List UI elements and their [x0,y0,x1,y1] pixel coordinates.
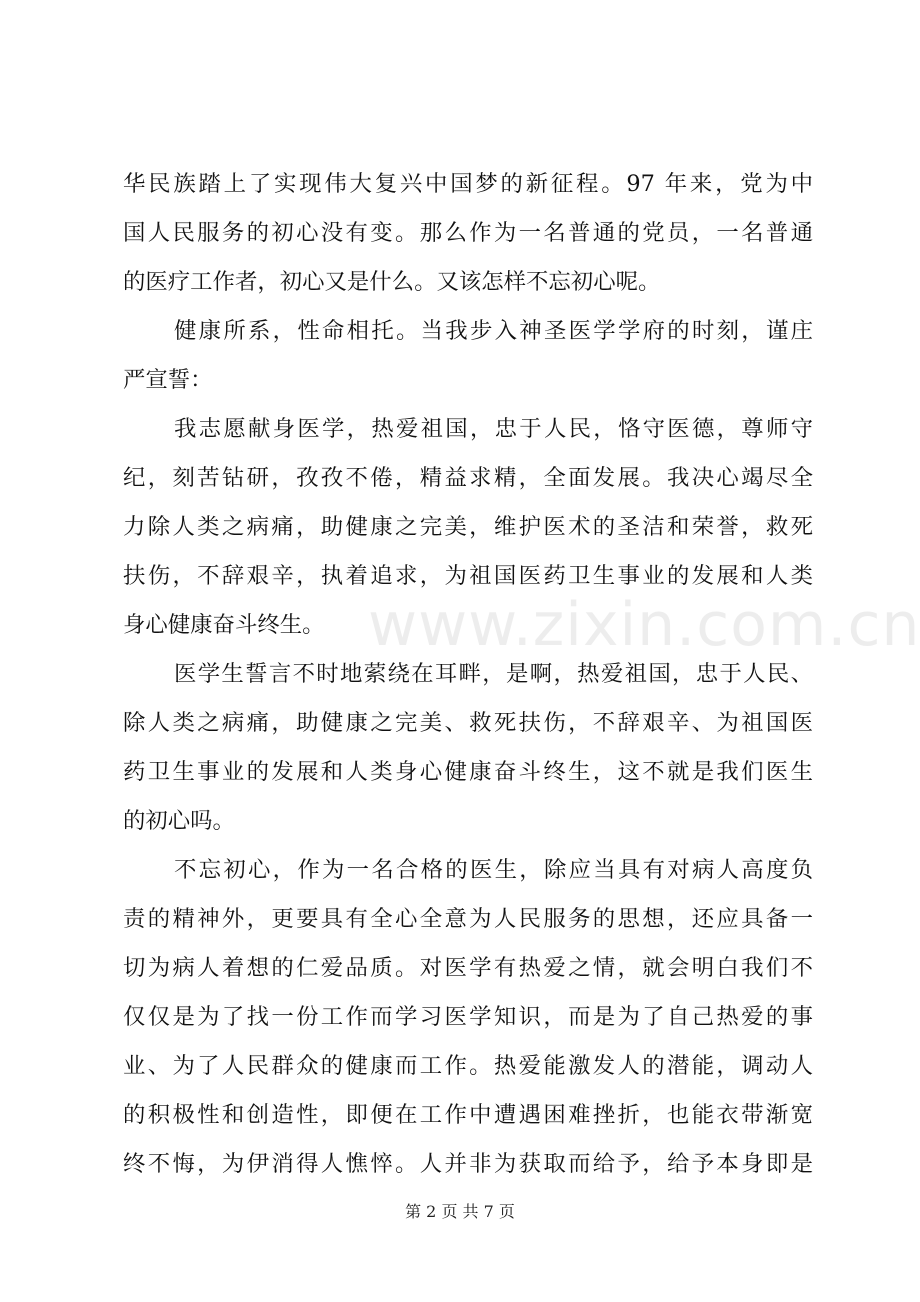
text-line: 的积极性和创造性，即便在工作中遭遇困难挫折，也能衣带渐宽 [123,1102,813,1128]
text-line: 的初心吗。 [123,808,235,834]
text-line: 终不悔，为伊消得人憔悴。人并非为获取而给予，给予本身即是 [123,1151,813,1177]
text-line: 力除人类之病痛，助健康之完美，维护医术的圣洁和荣誉，救死 [123,514,813,540]
text-line: 责的精神外，更要具有全心全意为人民服务的思想，还应具备一 [123,906,813,932]
paragraph-first-line: 健康所系，性命相托。当我步入神圣医学学府的时刻，谨庄 [174,318,813,344]
text-line: 华民族踏上了实现伟大复兴中国梦的新征程。97 年来，党为中 [123,171,813,197]
page-footer: 第 2 页 共 7 页 [405,1202,515,1221]
text-line: 的医疗工作者，初心又是什么。又该怎样不忘初心呢。 [123,269,661,295]
paragraph-first-line: 不忘初心，作为一名合格的医生，除应当具有对病人高度负 [174,857,813,883]
paragraph-first-line: 我志愿献身医学，热爱祖国，忠于人民，恪守医德，尊师守 [174,416,813,442]
text-line: 切为病人着想的仁爱品质。对医学有热爱之情，就会明白我们不 [123,955,813,981]
watermark: www.zixin.com.cn [368,590,920,660]
paragraph-first-line: 医学生誓言不时地萦绕在耳畔，是啊，热爱祖国，忠于人民、 [174,661,813,687]
text-line: 身心健康奋斗终生。 [123,612,325,638]
text-line: 除人类之病痛，助健康之完美、救死扶伤，不辞艰辛、为祖国医 [123,710,813,736]
text-line: 纪，刻苦钻研，孜孜不倦，精益求精，全面发展。我决心竭尽全 [123,465,813,491]
text-line: 药卫生事业的发展和人类身心健康奋斗终生，这不就是我们医生 [123,759,813,785]
text-line: 仅仅是为了找一份工作而学习医学知识，而是为了自己热爱的事 [123,1004,813,1030]
text-line: 业、为了人民群众的健康而工作。热爱能激发人的潜能，调动人 [123,1053,813,1079]
text-line: 严宣誓： [123,367,213,393]
text-line: 扶伤，不辞艰辛，执着追求，为祖国医药卫生事业的发展和人类 [123,563,813,589]
text-line: 国人民服务的初心没有变。那么作为一名普通的党员，一名普通 [123,220,813,246]
